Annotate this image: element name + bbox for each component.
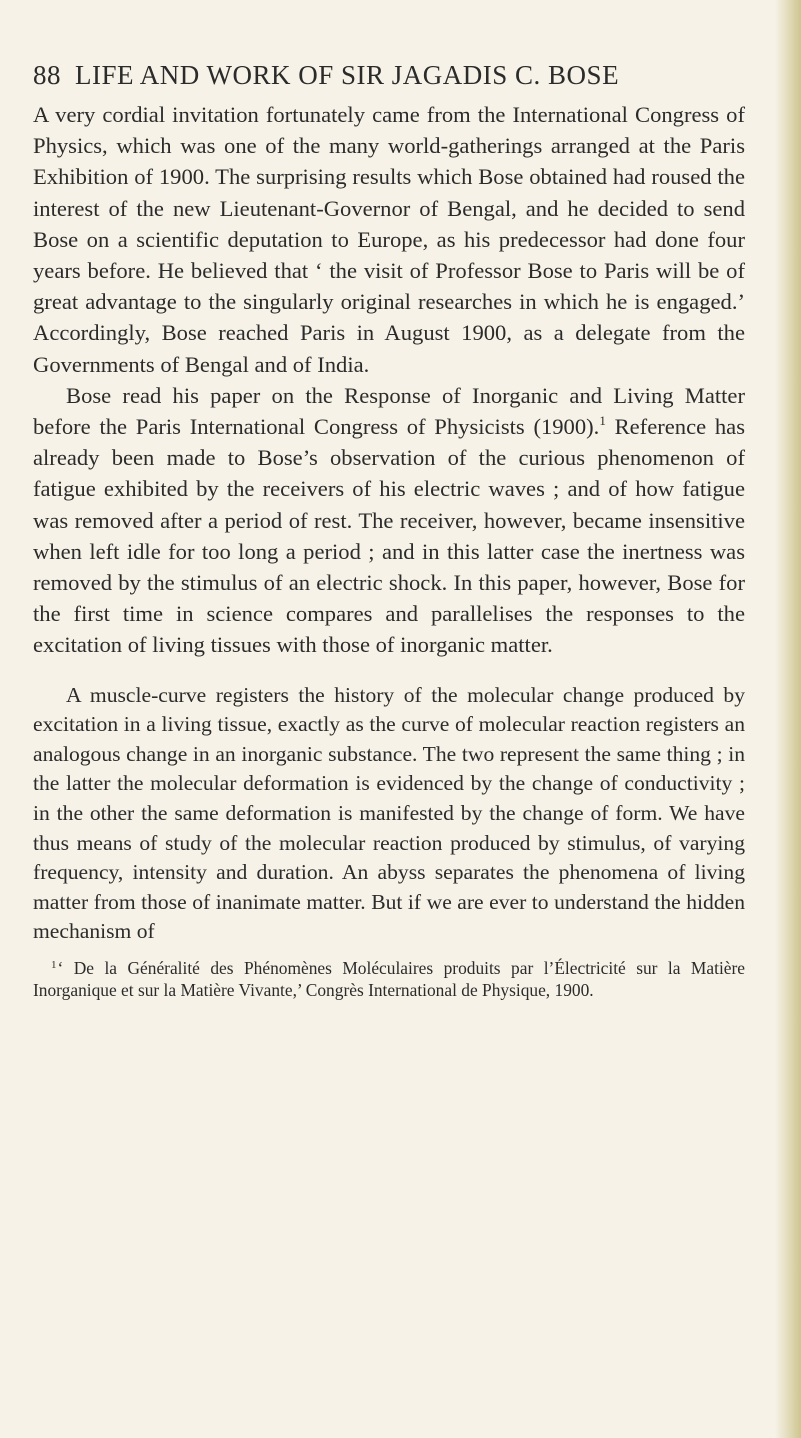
running-head [33,62,745,89]
footnote [33,955,745,1001]
page-edge-shadow [775,0,801,1438]
page-number: 88 [33,60,61,90]
footnote-marker: 1 [51,959,57,971]
running-title: LIFE AND WORK OF SIR JAGADIS C. BOSE [75,60,620,90]
paragraph-text: Reference has already been made to Bose’s observation of the curious phenomenon of fatigue exhibited by the receivers of his electric waves ; and of how fatigue was removed after a period of rest. The receiver, however, became insensitive when left idle for too long a period ; and in this latter case the inertness was removed by the stimulus of an electric shock. In this paper, however, Bose for the first time in science compares and parallelises the responses to the excitation of living tissues with those of inorganic matter. [33,414,745,658]
paragraph-text: Bose read his paper on the Response of Inorganic and Living Matter before the Paris International Congress of Physicists (1900). [33,382,745,440]
page-content [33,62,745,1001]
paragraph-paris-congress [33,380,745,661]
footnote-text: ‘ De la Généralité des Phénomènes Moléculaires produits par l’Électricité sur la Matière Inorganique et sur la Matière Vivante,’ Congrès International de Physique, 1900. [33,958,745,1000]
paragraph-invitation: A very cordial invitation fortunately came from the International Congress of Physics, which was one of the many world-gatherings arranged at the Paris Exhibition of 1900. The surprising results which Bose obtained had roused the interest of the new Lieutenant-Governor of Bengal, and he decided to send Bose on a scientific deputation to Europe, as his predecessor had done four years before. He believed that ‘ the visit of Professor Bose to Paris will be of great advantage to the singularly original researches in which he is engaged.’ Accordingly, Bose reached Paris in August 1900, as a delegate from the Governments of Bengal and of India. [33,102,745,377]
paragraph-muscle-curve: A muscle-curve registers the history of the molecular change produced by excitation in a living tissue, exactly as the curve of molecular reaction registers an analogous change in an inorganic substance. The two represent the same thing ; in the latter the molecular deformation is evidenced by the change of conductivity ; in the other the same deformation is manifested by the change of form. We have thus means of study of the molecular reaction produced by stimulus, of varying frequency, intensity and duration. An abyss separates the phenomena of living matter from those of inanimate matter. But if we are ever to understand the hidden mechanism of [33,682,745,944]
footnote-reference: 1 [599,413,606,429]
